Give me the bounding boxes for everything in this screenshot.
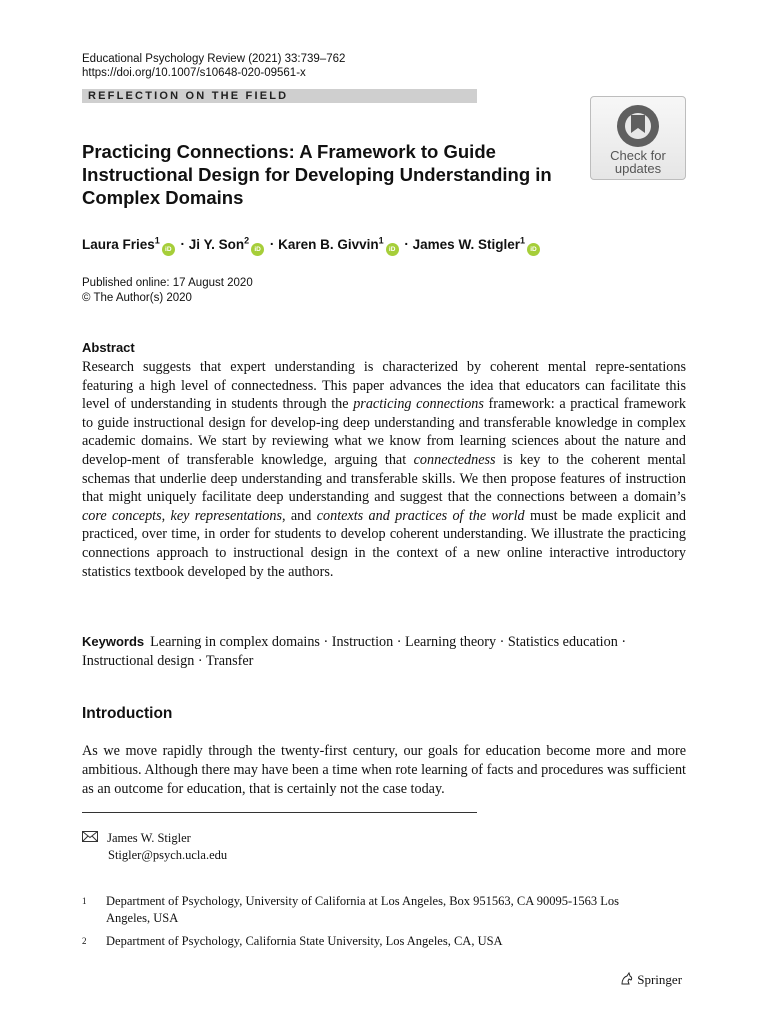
copyright-icon: © <box>82 292 91 304</box>
abstract-emphasis: practicing connections <box>353 396 484 413</box>
abstract-text: Research suggests that expert understanding is characterized by coherent mental repre-sentations featuring a high level of connectedness. This paper advances the idea that educators can facilitate this level of understanding in students through the <box>82 359 686 413</box>
introduction-body: As we move rapidly through the twenty-first century, our goals for education become more and more ambitious. Although there may have been a time when rote learning of facts and procedures was sufficient as an outcome for education, that is certainly not the case today. <box>82 743 686 797</box>
author-affiliation-marker: 1 <box>154 235 160 245</box>
author-affiliation-marker: 1 <box>378 235 384 245</box>
corresponding-author-email[interactable]: Stigler@psych.ucla.edu <box>108 848 228 862</box>
abstract-body <box>82 358 686 581</box>
author-separator: · <box>176 236 189 252</box>
author-separator: · <box>266 236 279 252</box>
author-affiliation-marker: 1 <box>519 235 525 245</box>
journal-line: Educational Psychology Review (2021) 33:739–762 <box>82 53 346 65</box>
keywords-list: Learning in complex domains · Instruction · Learning theory · Statistics education · Instructional design · Transfer <box>82 634 627 669</box>
copyright-line <box>82 291 253 306</box>
author-4[interactable] <box>413 237 542 252</box>
orcid-icon[interactable]: iD <box>386 243 399 256</box>
section-label: REFLECTION ON THE FIELD <box>82 89 477 103</box>
check-for-updates-badge[interactable] <box>590 96 686 180</box>
abstract-text: must be made explicit and practiced, over time, in order for students to develop coherent understanding. We illustrate the practicing connections approach to instructional design in the context of a new online interactive introductory statistics textbook developed by the authors. <box>82 507 687 580</box>
envelope-icon <box>82 830 104 847</box>
abstract-text: , and <box>282 507 317 524</box>
orcid-icon[interactable]: iD <box>162 243 175 256</box>
journal-citation <box>82 52 345 80</box>
paper-title: Practicing Connections: A Framework to Guide Instructional Design for Developing Understanding in Complex Domains <box>82 141 552 208</box>
author-affiliation-marker: 2 <box>244 235 250 245</box>
author-name: James W. Stigler <box>412 236 520 252</box>
abstract-emphasis: core concepts <box>82 507 162 524</box>
publication-info <box>82 276 253 306</box>
copyright-text: The Author(s) 2020 <box>93 292 192 304</box>
author-name: Laura Fries <box>82 236 155 252</box>
publisher-name: Springer <box>637 972 683 987</box>
abstract-text: is key to the coherent mental schemas that underlie deep understanding and transferable skills. We then propose features of instruction that might uniquely facilitate deep understanding and suggest that the connections between a domain’s <box>82 451 686 506</box>
affiliation-2 <box>82 933 642 950</box>
correspondence <box>82 830 227 864</box>
affiliation-text: Department of Psychology, California State University, Los Angeles, CA, USA <box>106 934 503 948</box>
badge-line-2: updates <box>614 161 662 176</box>
author-3[interactable] <box>278 237 401 252</box>
published-date: Published online: 17 August 2020 <box>82 277 253 289</box>
author-2[interactable] <box>189 237 266 252</box>
keywords-heading: Keywords <box>82 634 145 649</box>
author-list <box>82 235 542 256</box>
author-name: Karen B. Givvin <box>278 236 379 252</box>
springer-horse-icon <box>620 972 634 986</box>
check-for-updates-icon <box>615 103 661 149</box>
abstract-text: , <box>161 507 171 524</box>
doi-link[interactable]: https://doi.org/10.1007/s10648-020-09561-x <box>82 67 306 79</box>
author-separator: · <box>400 236 413 252</box>
footnote-divider <box>82 812 477 813</box>
affiliation-number: 1 <box>82 896 87 906</box>
affiliation-text: Department of Psychology, University of California at Los Angeles, Box 951563, CA 90095-1563 Los Angeles, USA <box>106 894 620 925</box>
affiliation-number: 2 <box>82 936 87 946</box>
orcid-icon[interactable]: iD <box>251 243 264 256</box>
orcid-icon[interactable]: iD <box>527 243 540 256</box>
abstract-emphasis: contexts and practices of the world <box>316 507 525 524</box>
author-name: Ji Y. Son <box>188 236 245 252</box>
keywords <box>82 633 686 670</box>
abstract-heading: Abstract <box>82 340 135 355</box>
abstract-emphasis: connectedness <box>413 451 496 468</box>
badge-line-1: Check for <box>610 148 666 163</box>
abstract-text: framework: a practical framework to guide instructional design for develop-ing deep understanding and transferable knowledge in complex academic domains. We start by reviewing what we know from learning sciences about the nature and develop-ment of transferable knowledge, arguing that <box>82 396 686 468</box>
springer-logo <box>620 972 682 988</box>
affiliation-1 <box>82 893 642 927</box>
abstract-emphasis: key representations <box>170 507 282 524</box>
corresponding-author-name: James W. Stigler <box>107 831 191 845</box>
introduction-heading: Introduction <box>82 705 173 722</box>
author-1[interactable] <box>82 237 177 252</box>
